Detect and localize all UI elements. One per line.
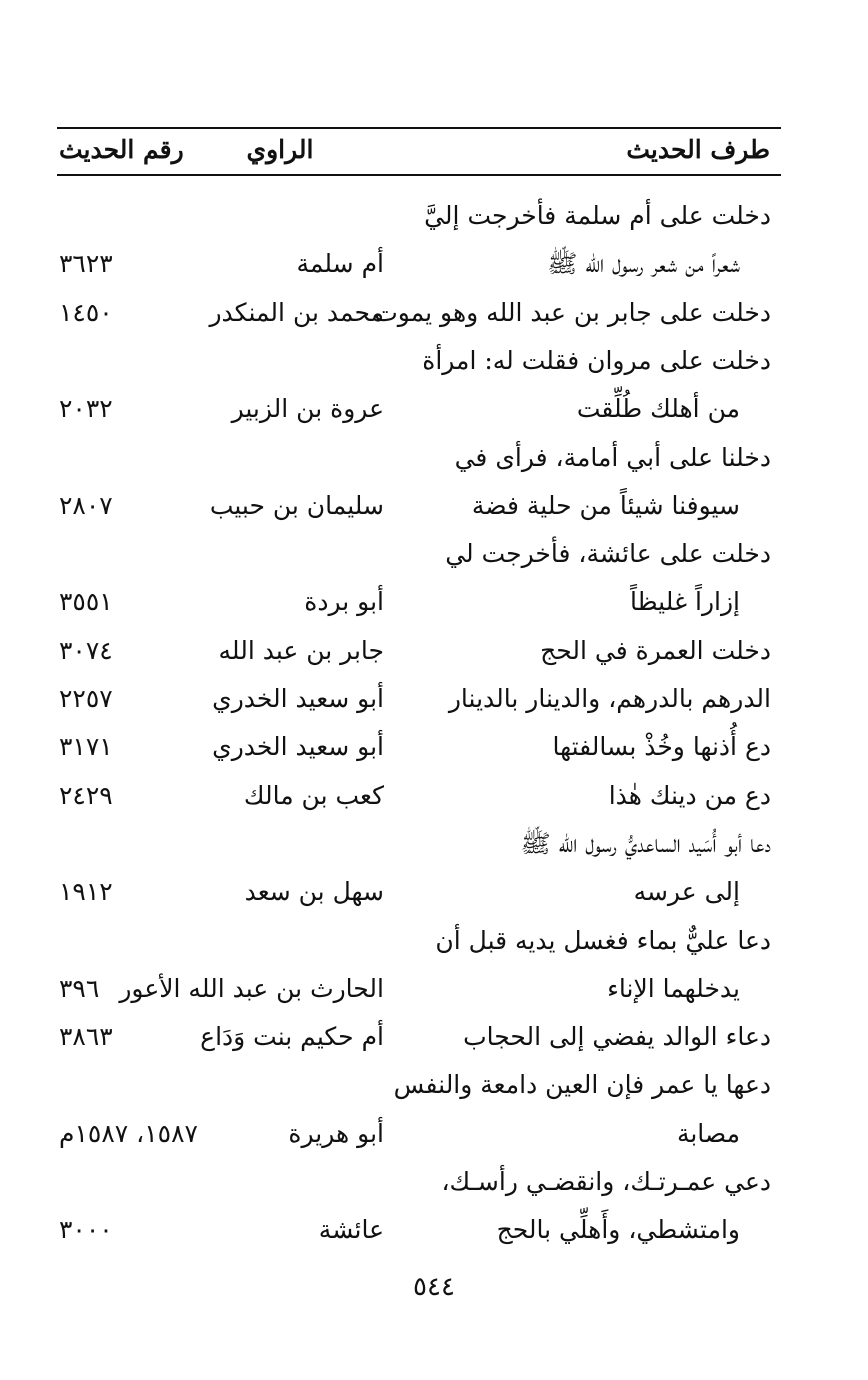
table-row xyxy=(0,1110,868,1158)
hadith-text: دخلت العمرة في الحج xyxy=(540,635,771,665)
hadith-text: سيوفنا شيئاً من حلية فضة xyxy=(471,490,740,520)
table-row xyxy=(0,627,868,675)
table-row xyxy=(0,1206,868,1254)
table-row xyxy=(0,1061,868,1109)
table-row xyxy=(0,772,868,820)
column-header-number: رقم الحديث xyxy=(59,135,184,164)
narrator-name: سهل بن سعد xyxy=(244,877,384,907)
column-header-hadith: طرف الحديث xyxy=(626,135,770,164)
hadith-text: شعراً من شعر رسول الله ﷺ xyxy=(547,249,740,279)
narrator-name: أبو هريرة xyxy=(288,1118,384,1148)
hadith-text: دخلت على مروان فقلت له: امرأة xyxy=(422,345,771,375)
hadith-text: دخلت على جابر بن عبد الله وهو يموت xyxy=(374,297,771,327)
hadith-text: مصابة xyxy=(676,1118,740,1148)
narrator-name: أم حكيم بنت وَدَاع xyxy=(200,1022,384,1052)
table-row xyxy=(0,482,868,530)
narrator-name: جابر بن عبد الله xyxy=(218,635,384,665)
hadith-text: يدخلهما الإناء xyxy=(607,973,740,1003)
table-row xyxy=(0,675,868,723)
table-row xyxy=(0,917,868,965)
narrator-name: محمد بن المنكدر xyxy=(209,297,384,327)
hadith-number: ٣٦٢٣ xyxy=(59,249,113,279)
hadith-text: دعا عليٌّ بماء فغسل يديه قبل أن xyxy=(435,925,771,955)
table-row xyxy=(0,192,868,240)
hadith-text: دخلنا على أبي أمامة، فرأى في xyxy=(454,442,771,472)
hadith-text: دعها يا عمر فإن العين دامعة والنفس xyxy=(393,1070,771,1100)
table-row xyxy=(0,723,868,771)
hadith-text: دعاء الوالد يفضي إلى الحجاب xyxy=(463,1022,771,1052)
header-top-rule xyxy=(57,127,781,129)
hadith-number: ٣٠٠٠ xyxy=(59,1215,113,1245)
table-row xyxy=(0,820,868,868)
table-row xyxy=(0,868,868,916)
hadith-text: دع من دينك هٰذا xyxy=(608,780,771,810)
table-row xyxy=(0,1158,868,1206)
hadith-number: ١٥٨٧، ١٥٨٧م xyxy=(59,1118,198,1148)
hadith-text: دخلت على أم سلمة فأخرجت إليَّ xyxy=(424,201,771,230)
hadith-text: دعا أبو أُسَيد الساعديُّ رسول الله ﷺ xyxy=(520,828,771,858)
table-row xyxy=(0,337,868,385)
hadith-number: ٣١٧١ xyxy=(59,732,113,762)
narrator-name: عائشة xyxy=(318,1215,384,1245)
narrator-name: كعب بن مالك xyxy=(243,780,384,810)
table-row xyxy=(0,434,868,482)
narrator-name: الحارث بن عبد الله الأعور xyxy=(119,973,384,1003)
narrator-name: عروة بن الزبير xyxy=(231,394,384,424)
table-row xyxy=(0,1013,868,1061)
table-row xyxy=(0,240,868,288)
hadith-text: وامتشطي، وأَهلِّي بالحج xyxy=(496,1215,740,1245)
hadith-text: الدرهم بالدرهم، والدينار بالدينار xyxy=(448,684,771,713)
hadith-number: ١٩١٢ xyxy=(59,877,113,907)
hadith-number: ٢٢٥٧ xyxy=(59,684,113,713)
page-number: ٥٤٤ xyxy=(413,1272,455,1302)
narrator-name: أم سلمة xyxy=(296,249,384,279)
hadith-number: ٣٠٧٤ xyxy=(59,635,113,665)
hadith-number: ٢٤٢٩ xyxy=(59,780,113,810)
table-row xyxy=(0,289,868,337)
hadith-number: ٢٨٠٧ xyxy=(59,490,113,520)
table-row xyxy=(0,530,868,578)
table-row xyxy=(0,965,868,1013)
header-bottom-rule xyxy=(57,174,781,176)
hadith-text: من أهلك طُلِّقت xyxy=(576,394,740,424)
table-row xyxy=(0,578,868,626)
hadith-number: ٣٥٥١ xyxy=(59,587,113,617)
hadith-text: دعي عمـرتـك، وانقضـي رأسـك، xyxy=(441,1167,771,1196)
hadith-number: ٢٠٣٢ xyxy=(59,394,113,424)
narrator-name: أبو سعيد الخدري xyxy=(212,684,384,713)
hadith-text: إزاراً غليظاً xyxy=(630,587,740,617)
column-header-narrator: الراوي xyxy=(246,135,314,164)
table-row xyxy=(0,385,868,433)
hadith-number: ٣٨٦٣ xyxy=(59,1022,113,1052)
hadith-text: دع أُذنها وخُذْ بسالفتها xyxy=(552,732,771,762)
narrator-name: سليمان بن حبيب xyxy=(209,490,384,520)
hadith-text: دخلت على عائشة، فأخرجت لي xyxy=(445,539,771,569)
narrator-name: أبو بردة xyxy=(304,587,384,617)
hadith-number: ٣٩٦ xyxy=(59,973,100,1003)
hadith-text: إلى عرسه xyxy=(633,877,740,907)
narrator-name: أبو سعيد الخدري xyxy=(212,732,384,762)
hadith-number: ١٤٥٠ xyxy=(59,297,113,327)
